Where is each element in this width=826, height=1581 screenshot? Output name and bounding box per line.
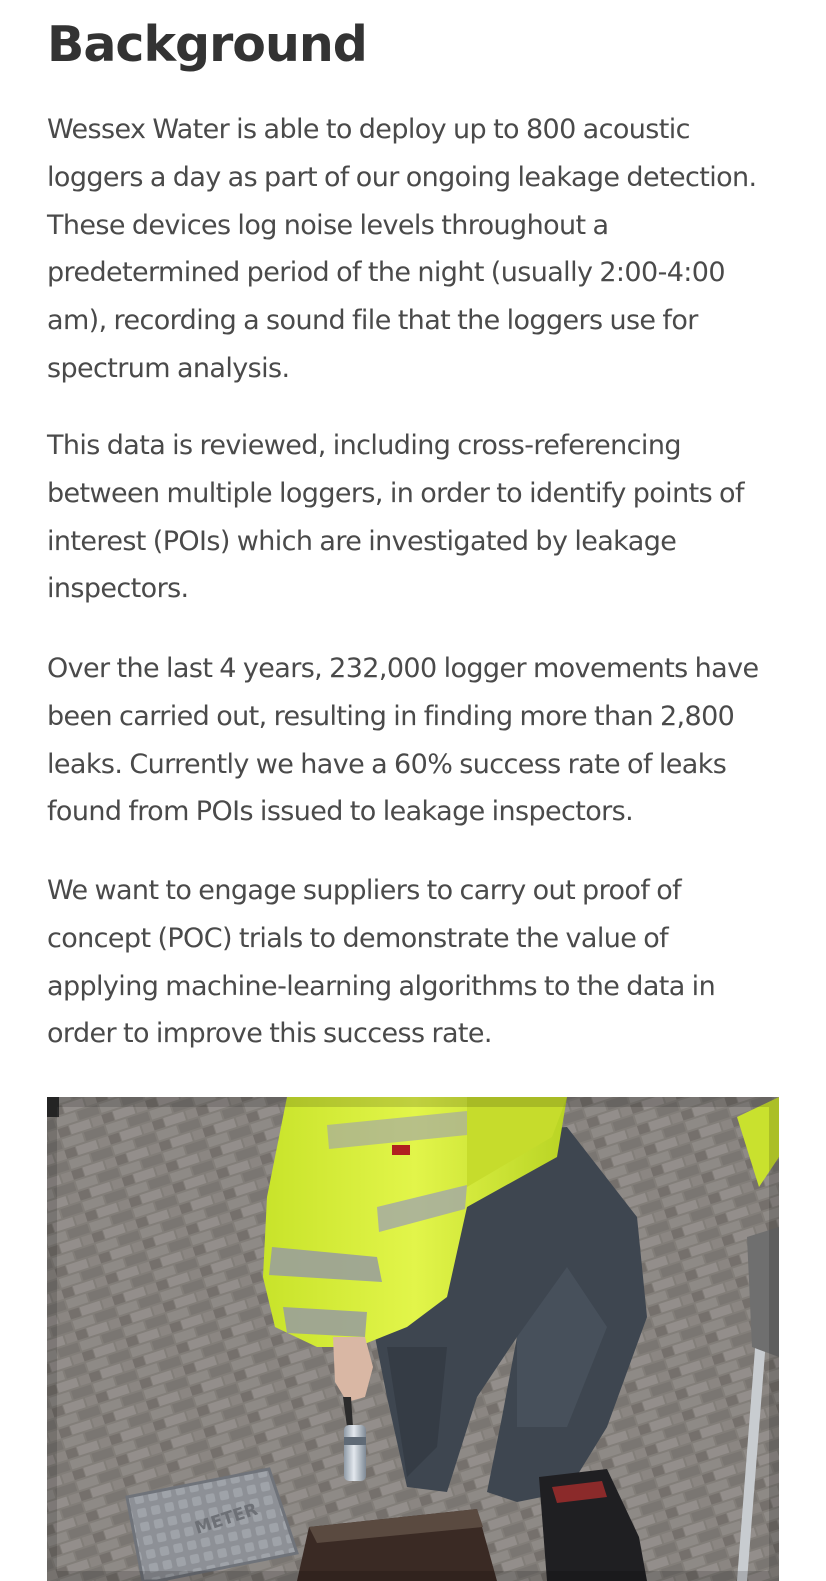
article-content — [47, 0, 779, 1050]
logger-canister — [344, 1425, 366, 1481]
paragraph-data-review: This data is reviewed, including cross-referencing between multiple loggers, in order to identify points of interest (POIs) which are investigated by leakage inspectors. — [47, 430, 744, 605]
logo-patch — [392, 1145, 410, 1155]
paragraph-deployment: Wessex Water is able to deploy up to 800 acoustic loggers a day as part of our ongoing leakage detection. These devices log noise levels throughout a predetermined period of the night (usually 2:00-4:00 am), recording a sound file that the loggers use for spectrum analysis. — [47, 114, 757, 384]
paragraph-poc-trials: We want to engage suppliers to carry out proof of concept (POC) trials to demonstrate the value of applying machine-learning algorithms to the data in order to improve this success rate. — [47, 875, 716, 1050]
paragraph-statistics: Over the last 4 years, 232,000 logger movements have been carried out, resulting in finding more than 2,800 leaks. Currently we have a 60% success rate of leaks found from POIs issued to leakage inspectors. — [47, 653, 759, 828]
section-heading: Background — [47, 16, 367, 73]
inspector-photo — [47, 1097, 779, 1581]
meter-cover-text: METER — [192, 1499, 261, 1539]
